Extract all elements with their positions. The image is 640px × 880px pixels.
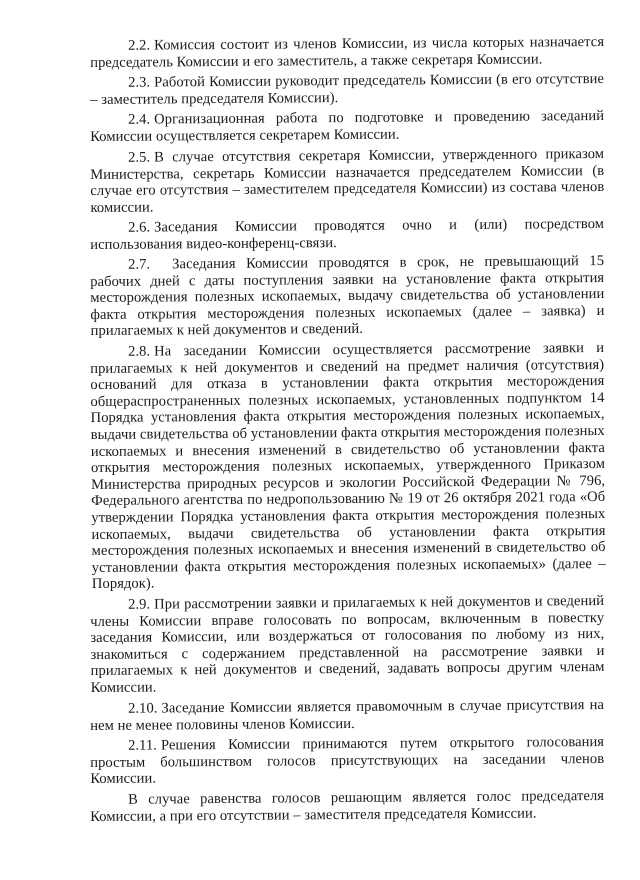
paragraph-number: 2.5. xyxy=(127,149,151,166)
paragraph-number: 2.7. xyxy=(127,256,151,273)
paragraph-text: Заседание Комиссии является правомочным в случае присутствия на нем не менее половины членов Комиссии. xyxy=(90,696,605,734)
paragraph-number: 2.9. xyxy=(127,596,151,613)
paragraph-text: Комиссия состоит из членов Комиссии, из числа которых назначается председатель Комиссии и его заместитель, а также секретаря Комиссии. xyxy=(90,33,605,71)
paragraph-text: В случае равенства голосов решающим является голос председателя Комиссии, а при его отсутствии – заместителя председателя Комиссии. xyxy=(90,787,605,825)
paragraph-number: 2.4. xyxy=(127,111,151,129)
paragraph-number: 2.6. xyxy=(127,219,151,236)
paragraph-2-5 xyxy=(90,146,605,216)
paragraph-tie-vote xyxy=(90,787,604,824)
paragraph-text: Решения Комиссии принимаются путем открытого голосования простым большинством голосов присутствующих на заседании членов Комиссии. xyxy=(90,733,605,787)
paragraph-text: На заседании Комиссии осуществляется рассмотрение заявки и прилагаемых к ней документов и сведений на предмет наличия (отсутствия) оснований для отказа в установлении факта открытия месторождения общераспространенных полезных ископаемых, установленных подпунктом 14 Порядка установления факта открытия месторождения полезных ископаемых, выдачи свидетельства об установлении факта открытия месторождения полезных ископаемых и внесения изменений в свидетельство об установлении факта открытия месторождения полезных ископаемых, утвержденного Приказом Министерства природных ресурсов и экологии Российской Федерации № 796, Федерального агентства по недропользованию № 19 от 26 октября 2021 года «Об утверждении Порядка установления факта открытия месторождения полезных ископаемых, выдачи свидетельства об установлении факта открытия месторождения полезных ископаемых и внесения изменений в свидетельство об установлении факта открытия месторождения полезных ископаемых» (далее – Порядок). xyxy=(90,340,606,593)
paragraph-text: Организационная работа по подготовке и проведению заседаний Комиссии осуществляется секретарем Комиссии. xyxy=(90,108,605,145)
paragraph-2-7 xyxy=(90,253,605,340)
paragraph-number: 2.3. xyxy=(127,74,151,91)
paragraph-text: Заседания Комиссии проводятся очно и (или) посредством использования видео-конференц-связи. xyxy=(90,215,605,253)
paragraph-2-8 xyxy=(90,340,606,593)
paragraph-2-11 xyxy=(90,734,604,788)
paragraph-text: При рассмотрении заявки и прилагаемых к ней документов и сведений члены Комиссии вправе голосовать по вопросам, включенным в повестку заседания Комиссии, или воздержаться от голосования по любому из них, знакомиться с содержанием представленной на рассмотрение заявки и прилагаемых к ней документов и сведений, задавать вопросы другим членам Комиссии. xyxy=(90,592,605,696)
paragraph-2-3 xyxy=(90,71,604,108)
paragraph-text: Работой Комиссии руководит председатель Комиссии (в его отсутствие – заместитель председателя Комиссии). xyxy=(90,71,605,108)
paragraph-2-4 xyxy=(90,108,604,145)
paragraph-text: В случае отсутствия секретаря Комиссии, утвержденного приказом Министерства, секретарь Комиссии назначается председателем Комиссии (в случае его отсутствия – заместителем председателя Комиссии) из состава членов комиссии. xyxy=(90,145,605,216)
paragraph-number: 2.10. xyxy=(127,700,158,717)
paragraph-number: 2.2. xyxy=(127,37,151,54)
paragraph-number: 2.11. xyxy=(127,737,158,754)
paragraph-2-10 xyxy=(90,697,604,734)
paragraph-2-9 xyxy=(90,593,605,697)
paragraph-2-6 xyxy=(90,216,604,253)
paragraph-text: Заседания Комиссии проводятся в срок, не превышающий 15 рабочих дней с даты поступления заявки на установление факта открытия месторождения полезных ископаемых, выдачу свидетельства об установлении факта открытия месторождения полезных ископаемых (далее – заявка) и прилагаемых к ней документов и сведений. xyxy=(90,253,605,340)
paragraph-number: 2.8. xyxy=(127,343,151,360)
paragraph-2-2 xyxy=(90,34,604,71)
